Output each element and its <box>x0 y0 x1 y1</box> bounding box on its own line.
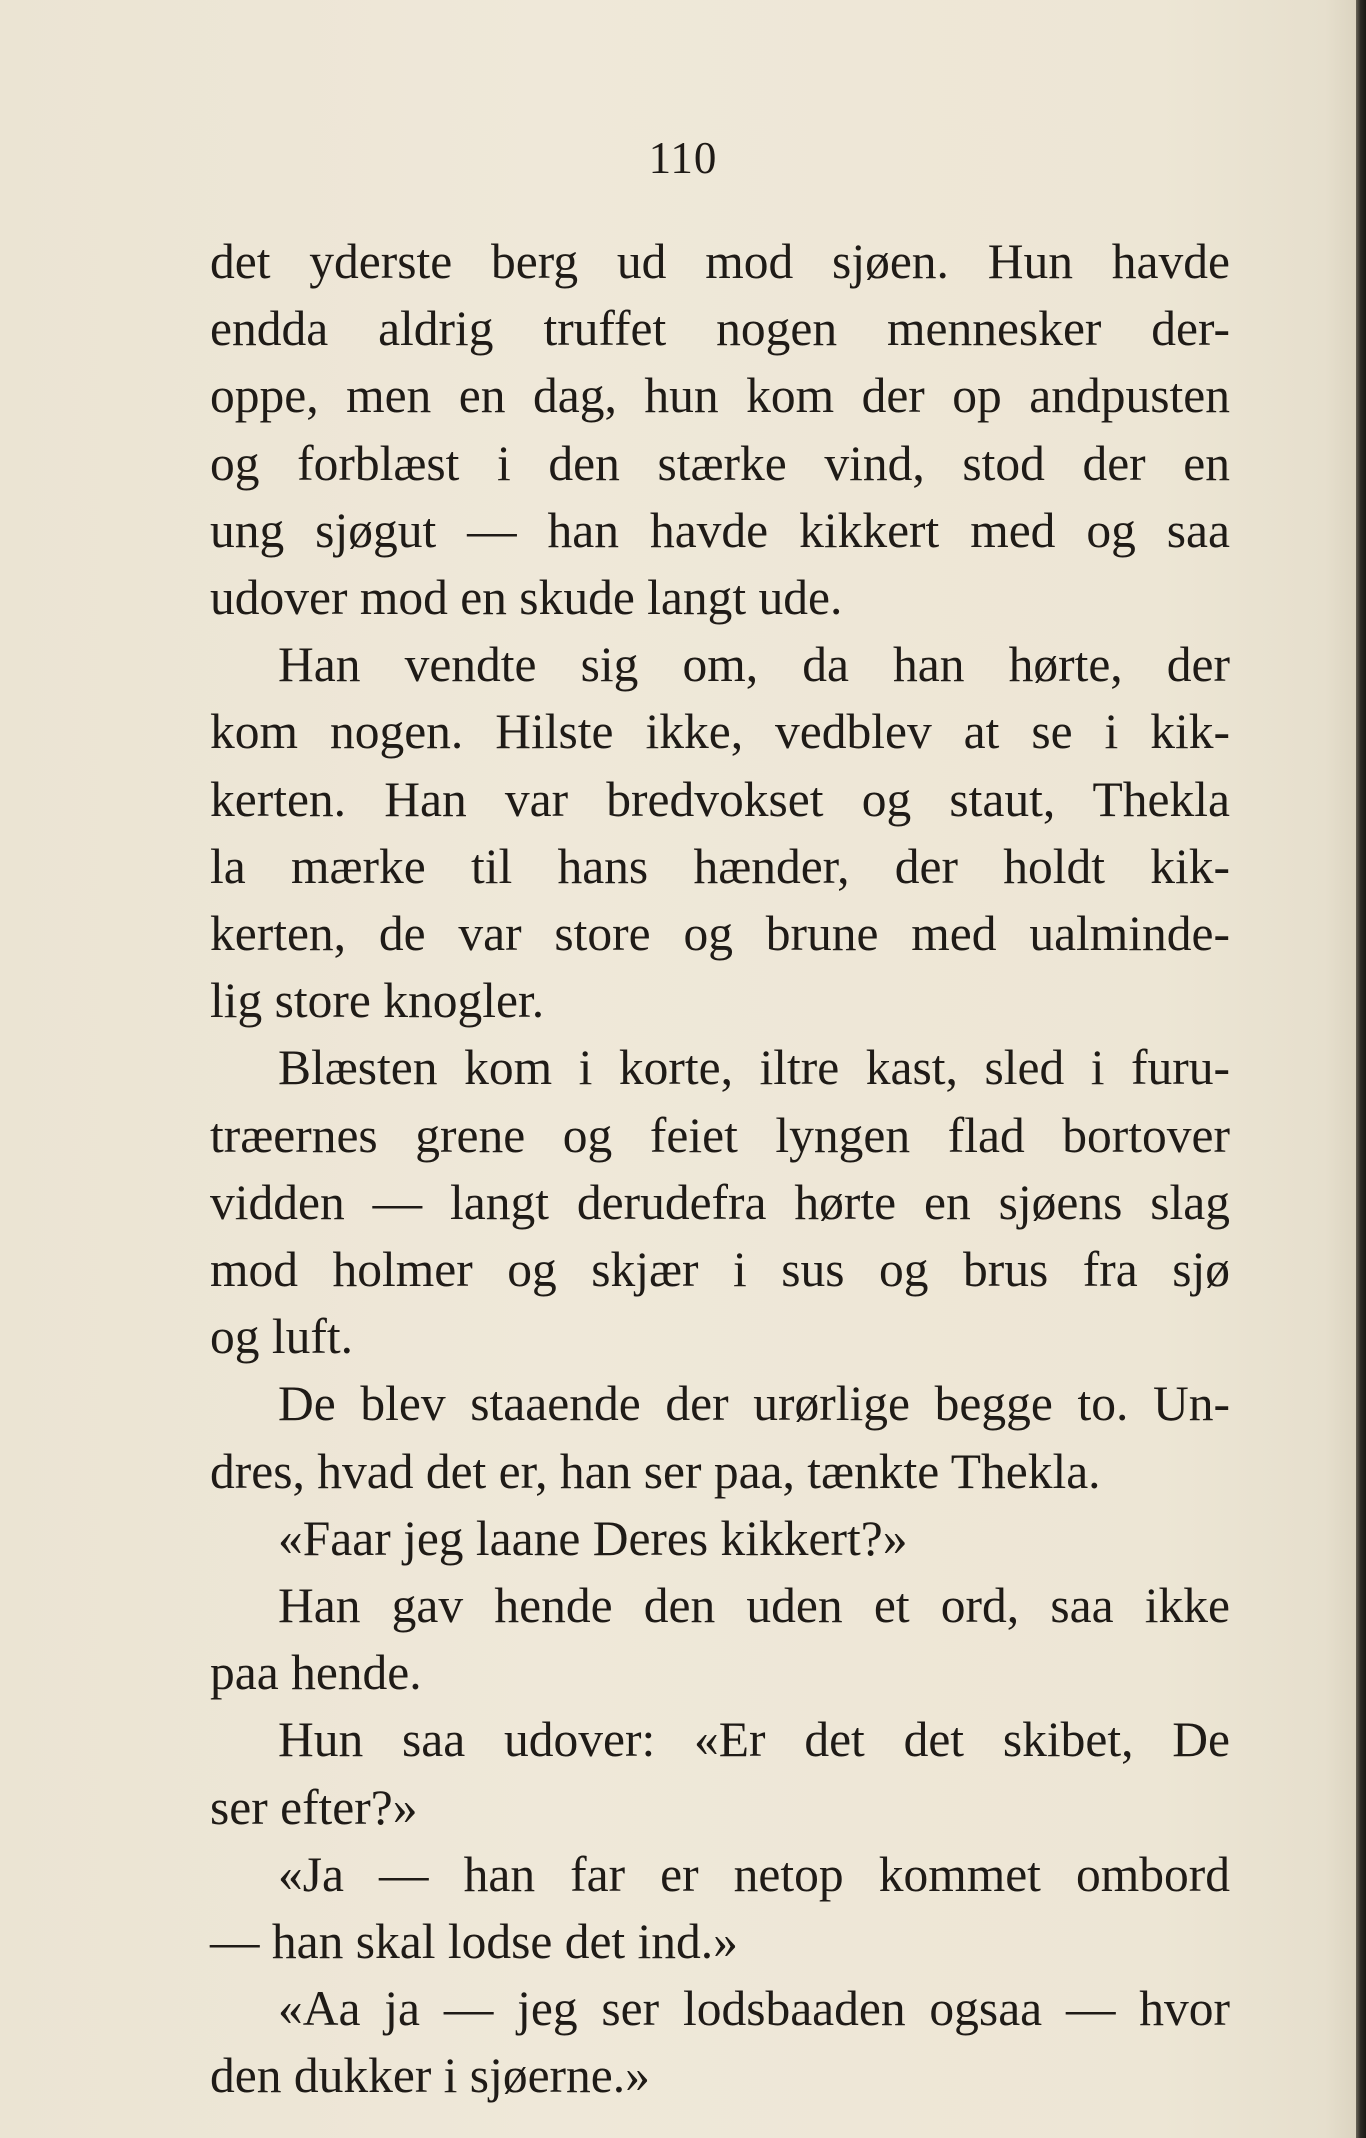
text-line: kerten, de var store og brune med ualminde- <box>210 906 1230 962</box>
paragraph <box>210 1505 1230 1572</box>
text-line: «Ja — han far er netop kommet ombord <box>278 1846 1230 1902</box>
paragraph <box>210 228 1230 631</box>
page-number: 110 <box>648 133 718 183</box>
body-text <box>210 228 1230 2110</box>
paragraph <box>210 1572 1230 1706</box>
text-line: «Faar jeg laane Deres kikkert?» <box>278 1510 908 1566</box>
text-line: Blæsten kom i korte, iltre kast, sled i furu- <box>278 1040 1230 1096</box>
text-line: ung sjøgut — han havde kikkert med og saa <box>210 502 1230 558</box>
text-line: «Aa ja — jeg ser lodsbaaden ogsaa — hvor <box>278 1981 1230 2037</box>
paragraph <box>210 631 1230 1034</box>
paragraph <box>210 1975 1230 2109</box>
paragraph <box>210 1841 1230 1975</box>
text-line: lig store knogler. <box>210 973 545 1029</box>
page-edge-shadow <box>1356 0 1366 2138</box>
text-line: kom nogen. Hilste ikke, vedblev at se i kik- <box>210 704 1230 760</box>
text-line: De blev staaende der urørlige begge to. Un- <box>278 1376 1230 1432</box>
text-line: træernes grene og feiet lyngen flad bortover <box>210 1107 1230 1163</box>
text-line: udover mod en skude langt ude. <box>210 570 843 626</box>
text-line: og luft. <box>210 1309 353 1365</box>
text-line: vidden — langt derudefra hørte en sjøens slag <box>210 1174 1230 1230</box>
text-line: det yderste berg ud mod sjøen. Hun havde <box>210 234 1230 289</box>
text-line: Han vendte sig om, da han hørte, der <box>278 637 1230 693</box>
text-line: Han gav hende den uden et ord, saa ikke <box>278 1578 1230 1634</box>
text-line: ser efter?» <box>210 1779 418 1835</box>
text-line: la mærke til hans hænder, der holdt kik- <box>210 838 1230 894</box>
text-line: — han skal lodse det ind.» <box>210 1914 738 1970</box>
paragraph <box>210 1370 1230 1504</box>
text-line: paa hende. <box>210 1645 422 1701</box>
paragraph <box>210 1706 1230 1840</box>
text-line: endda aldrig truffet nogen mennesker der- <box>210 301 1230 357</box>
text-line: Hun saa udover: «Er det det skibet, De <box>278 1712 1230 1768</box>
text-line: kerten. Han var bredvokset og staut, Thekla <box>210 771 1230 827</box>
paragraph <box>210 1034 1230 1370</box>
text-line: den dukker i sjøerne.» <box>210 2048 650 2104</box>
text-line: oppe, men en dag, hun kom der op andpusten <box>210 368 1230 424</box>
text-line: og forblæst i den stærke vind, stod der en <box>210 435 1230 491</box>
text-line: dres, hvad det er, han ser paa, tænkte Thekla. <box>210 1443 1101 1499</box>
text-line: mod holmer og skjær i sus og brus fra sjø <box>210 1242 1230 1298</box>
